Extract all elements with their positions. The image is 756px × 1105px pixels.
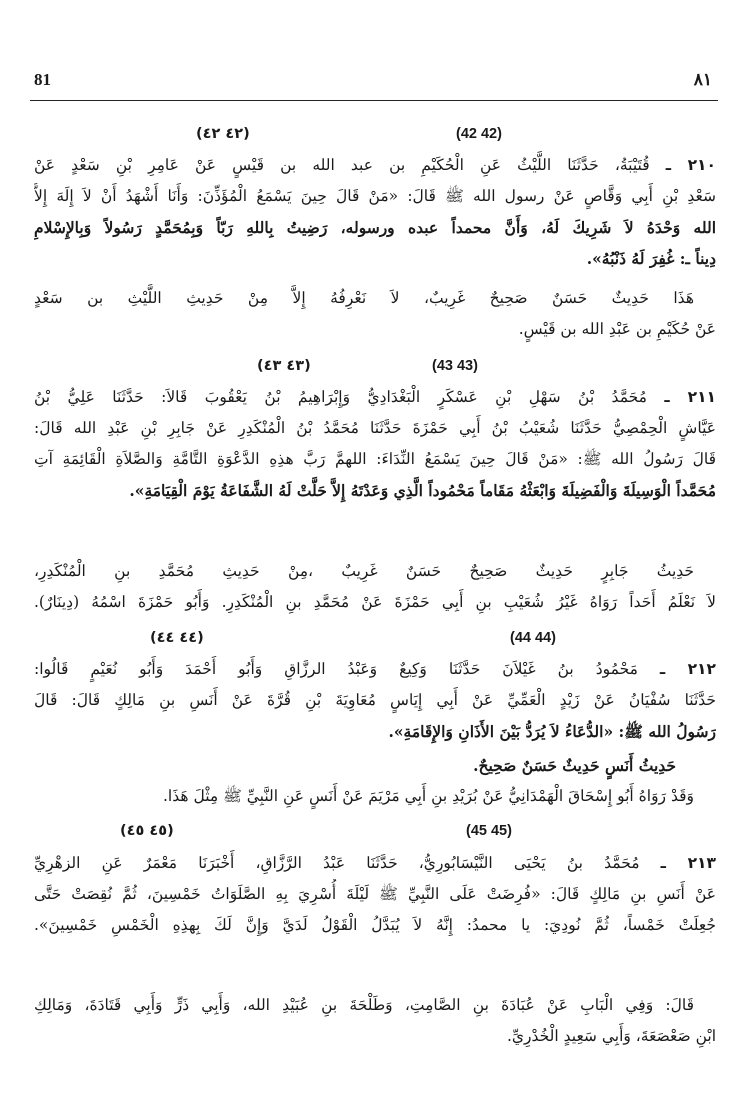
hadith-210-line-2: سَعْدِ بْنِ أَبِي وَقَّاصٍ عَنْ رسول الله ﷺ قَالَ: «مَنْ قَالَ حِينَ يَسْمَعُ الْمُؤَذِّنَ: وَأَنَا أَشْهَدُ أَنْ لاَ إِلَهَ إِلاَّ (34, 187, 716, 205)
hadith-210-number: ٢١٠ ـ (665, 156, 716, 174)
hadith-211-line-4: مُحَمَّداً الْوَسِيلَةَ وَالْفَضِيلَةَ وَابْعَثْهُ مَقَاماً مَحْمُوداً الَّذِي وَعَدْتَهُ إِلاَّ حَلَّتْ لَهُ الشَّفَاعَةُ يَوْمَ الْقِيَامَةِ». (129, 481, 716, 500)
page-number-latin: 81 (34, 70, 51, 89)
hadith-211-ref-arabic: (٤٣ ٤٣) (257, 358, 311, 374)
hadith-213-comment-1: قَالَ: وَفِي الْبَابِ عَنْ عُبَادَةَ بنِ الصَّامِتِ، وَطَلْحَةَ بنِ عُبَيْدِ الله، وَأَبِي ذَرٍّ وَأَبِي قَتَادَةَ، وَمَالِكِ (34, 996, 694, 1014)
hadith-212-ref-latin: (44 44) (510, 630, 556, 646)
hadith-210-comment-2: عَنْ حُكَيْمِ بن عَبْدِ الله بن قَيْسٍ. (518, 320, 716, 338)
hadith-211-line-2: عَيَّاشٍ الْحِمْصِيُّ حَدَّثَنَا شُعَيْبُ بْنُ أَبِي حَمْزَةَ حَدَّثَنَا مُحَمَّدُ بْنُ الْمُنْكَدِرِ عَنْ جَابِرِ بْنِ عَبْدِ الله قَالَ: (34, 419, 716, 437)
hadith-210-comment-1: هَذَا حَدِيثٌ حَسَنٌ صَحِيحٌ غَرِيبٌ، لاَ نَعْرِفُهُ إِلاَّ مِنْ حَدِيثِ اللَّيْثِ بن سَعْدٍ (34, 289, 694, 307)
hadith-213-line-3: جُعِلَتْ خَمْساً، ثُمَّ نُودِيَ: يا محمدُ: إِنَّهُ لاَ يُبَدَّلُ الْقَوْلُ لَدَيَّ وَإِنَّ لَكَ بِهذِهِ الْخَمْسِ خَمْسِينَ». (34, 916, 716, 934)
hadith-213-number: ٢١٣ ـ (660, 854, 716, 872)
hadith-212-comment-2: وَقَدْ رَوَاهُ أَبُو إِسْحَاقَ الْهَمْدَانِيُّ عَنْ بُرَيْدِ بنِ أَبِي مَرْيَمَ عَنْ أَنَسٍ عَنِ النَّبِيِّ ﷺ مِثْلَ هَذَا. (162, 787, 694, 805)
hadith-213-ref-latin: (45 45) (466, 823, 512, 839)
hadith-213-comment-2: ابْنِ صَعْصَعَةَ، وَأَبِي سَعِيدٍ الْخُدْرِيِّ. (506, 1027, 716, 1045)
hadith-210-line-4: دِيناً ـ: غُفِرَ لَهُ ذَنْبُهُ». (586, 249, 716, 268)
header-rule (30, 100, 718, 101)
hadith-210-line-1: ٢١٠ ـ قُتَيْبَةُ، حَدَّثَنَا اللَّيْثُ عَنِ الْحُكَيْمِ بن عبد الله بن قَيْسٍ عَنْ عَامِرِ بْنِ سَعْدٍ عَنْ (34, 156, 716, 174)
hadith-210-ref-latin: (42 42) (456, 126, 502, 142)
hadith-210-ref-arabic: (٤٢ ٤٢) (196, 126, 250, 142)
hadith-211-number: ٢١١ ـ (664, 388, 716, 406)
hadith-211-comment-1: حَدِيثُ جَابِرٍ حَدِيثٌ صَحِيحٌ حَسَنٌ غَرِيبٌ ،مِنْ حَدِيثِ مُحَمَّدِ بنِ الْمُنْكَدِرِ، (34, 562, 694, 580)
hadith-212-line-2: حَدَّثَنَا سُفْيَانُ عَنْ زَيْدٍ الْعَمِّيِّ عَنْ أَبِي إِيَاسٍ مُعَاوِيَةَ بْنِ قُرَّةَ عَنْ أَنَسِ بنِ مَالِكٍ قَالَ: قَالَ (34, 691, 716, 709)
hadith-213-ref-arabic: (٤٥ ٤٥) (120, 823, 174, 839)
hadith-212-line-3: رَسُولُ الله ﷺ: «الدُّعَاءُ لاَ يُرَدُّ بَيْنَ الأَذَانِ وَالإِقَامَةِ». (388, 722, 716, 741)
page-number-arabic: ٨١ (693, 70, 712, 90)
hadith-212-comment-1: حَدِيثُ أَنَسٍ حَدِيثٌ حَسَنٌ صَحِيحٌ. (473, 756, 676, 775)
hadith-211-comment-2: لاَ نَعْلَمُ أَحَداً رَوَاهُ غَيْرُ شُعَيْبِ بنِ أَبِي حَمْزَةَ عَنْ مُحَمَّدِ بنِ الْمُنْكَدِرِ. وَأَبُو حَمْزَةَ اسْمُهُ (دِينَارٌ). (34, 593, 716, 611)
hadith-213-line-2: عَنْ أَنَسِ بنِ مَالِكٍ قَالَ: «فُرِضَتْ عَلَى النَّبِيِّ ﷺ لَيْلَةَ أُسْرِيَ بِهِ الصَّلَوَاتُ خَمْسِينَ، ثُمَّ نُقِصَتْ حَتَّى (34, 885, 716, 903)
hadith-212-number: ٢١٢ ـ (659, 660, 716, 678)
hadith-210-line-3: الله وَحْدَهُ لاَ شَرِيكَ لَهُ، وَأَنَّ محمداً عبده ورسوله، رَضِيتُ بِاللهِ رَبّاً وَبِمُحَمَّدٍ رَسُولاً وَبِالإِسْلامِ (34, 218, 716, 237)
hadith-212-line-1: ٢١٢ ـ مَحْمُودُ بنُ غَيْلاَنَ حَدَّثَنَا وَكِيعٌ وَعَبْدُ الرزَّاقِ وَأَبُو أَحْمَدَ وَأَبُو نُعَيْمٍ قَالُوا: (34, 660, 716, 678)
hadith-213-line-1: ٢١٣ ـ مُحَمَّدُ بنُ يَحْيَى النَّيْسَابُورِيُّ، حَدَّثَنَا عَبْدُ الرَّزَّاقِ، أَخْبَرَنَا مَعْمَرٌ عَنِ الزهْرِيِّ (34, 854, 716, 872)
hadith-212-ref-arabic: (٤٤ ٤٤) (150, 630, 204, 646)
hadith-211-line-1: ٢١١ ـ مُحَمَّدُ بْنُ سَهْلِ بْنِ عَسْكَرٍ الْبَغْدَادِيُّ وَإِبْرَاهِيمُ بْنُ يَعْقُوبَ قَالاَ: حَدَّثَنَا عَلِيُّ بْنُ (34, 388, 716, 406)
hadith-211-ref-latin: (43 43) (432, 358, 478, 374)
hadith-211-line-3: قَالَ رَسُولُ الله ﷺ: «مَنْ قَالَ حِينَ يَسْمَعُ النِّدَاءَ: اللهمَّ رَبَّ هذِهِ الدَّعْوَةِ التَّامَّةِ وَالصَّلاَةِ الْقَائِمَةِ آتِ (34, 450, 716, 468)
